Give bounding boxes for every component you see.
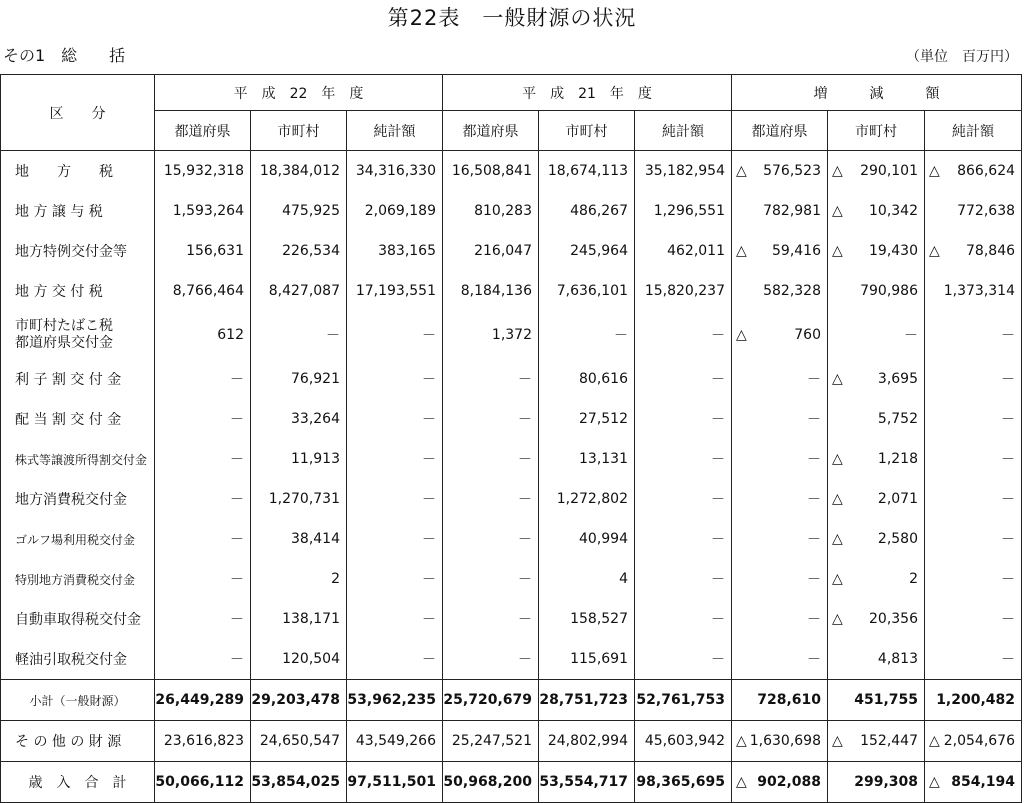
table-cell: － — [443, 399, 539, 439]
row-label: ゴルフ場利用税交付金 — [15, 532, 136, 547]
table-cell: － — [635, 479, 732, 519]
decrease-triangle-icon: △ — [832, 491, 843, 507]
table-cell: 1,296,551 — [635, 191, 732, 231]
decrease-triangle-icon: △ — [736, 327, 747, 343]
table-cell: 35,182,954 — [635, 151, 732, 192]
table-cell: － — [925, 399, 1022, 439]
table-row — [1, 151, 1022, 192]
table-cell: 8,766,464 — [155, 271, 251, 311]
row-label: 軽油引取税交付金 — [15, 652, 127, 668]
table-cell: 23,616,823 — [155, 721, 251, 762]
decrease-triangle-icon: △ — [832, 571, 843, 587]
decrease-triangle-icon: △ — [929, 733, 940, 749]
table-cell: － — [155, 639, 251, 680]
table-cell: 299,308 — [828, 762, 925, 803]
table-cell — [828, 519, 925, 559]
table-cell: － — [925, 559, 1022, 599]
table-cell: － — [635, 559, 732, 599]
table-cell: － — [635, 359, 732, 399]
category-header: 区 分 — [1, 75, 155, 151]
row-label: 地 方 交 付 税 — [15, 284, 103, 300]
table-cell — [828, 479, 925, 519]
decrease-triangle-icon: △ — [832, 163, 843, 179]
table-cell — [732, 231, 828, 271]
table-row — [1, 359, 1022, 399]
table-cell — [828, 359, 925, 399]
cell-value: 2 — [909, 571, 918, 587]
decrease-triangle-icon: △ — [929, 774, 940, 790]
table-cell: 17,193,551 — [347, 271, 443, 311]
decrease-triangle-icon: △ — [832, 531, 843, 547]
col-header: 都道府県 — [732, 111, 828, 151]
table-cell: 15,820,237 — [635, 271, 732, 311]
table-cell: 2,069,189 — [347, 191, 443, 231]
cell-value: 2,071 — [877, 491, 918, 507]
table-row — [1, 191, 1022, 231]
table-cell: － — [732, 479, 828, 519]
table-cell: － — [347, 519, 443, 559]
row-label: 地方特例交付金等 — [15, 244, 127, 260]
table-row — [1, 231, 1022, 271]
table-cell — [828, 151, 925, 192]
cell-value: 760 — [794, 327, 821, 343]
table-row — [1, 439, 1022, 479]
table-cell — [828, 231, 925, 271]
table-subtitle: その1 総 括 — [3, 46, 126, 65]
table-cell: 1,272,802 — [539, 479, 635, 519]
col-header: 市町村 — [251, 111, 347, 151]
table-cell: － — [925, 479, 1022, 519]
row-label: そ の 他 の 財 源 — [1, 721, 155, 762]
table-cell: 11,913 — [251, 439, 347, 479]
table-cell: 138,171 — [251, 599, 347, 639]
table-cell: － — [155, 559, 251, 599]
col-header: 市町村 — [539, 111, 635, 151]
row-label: 特別地方消費税交付金 — [15, 572, 136, 587]
table-cell: － — [925, 359, 1022, 399]
table-cell: － — [635, 639, 732, 680]
table-cell: － — [347, 439, 443, 479]
table-row — [1, 519, 1022, 559]
table-cell: 53,962,235 — [347, 680, 443, 721]
table-cell — [828, 439, 925, 479]
cell-value: 576,523 — [763, 163, 821, 179]
col-header: 純計額 — [347, 111, 443, 151]
decrease-triangle-icon: △ — [929, 163, 940, 179]
table-cell: － — [347, 399, 443, 439]
table-cell: 33,264 — [251, 399, 347, 439]
table-cell: 24,650,547 — [251, 721, 347, 762]
table-cell: 2 — [251, 559, 347, 599]
table-cell: － — [443, 479, 539, 519]
table-cell: － — [635, 599, 732, 639]
decrease-triangle-icon: △ — [736, 733, 747, 749]
table-cell: － — [443, 439, 539, 479]
row-label: 歳 入 合 計 — [1, 762, 155, 803]
cell-value: 3,695 — [877, 371, 918, 387]
table-cell — [828, 599, 925, 639]
row-label: 地 方 税 — [15, 164, 113, 180]
table-cell — [732, 151, 828, 192]
table-cell: － — [635, 311, 732, 359]
table-row — [1, 311, 1022, 359]
table-cell: 158,527 — [539, 599, 635, 639]
table-cell: 52,761,753 — [635, 680, 732, 721]
page-title: 第22表 一般財源の状況 — [387, 6, 637, 30]
row-label: 自動車取得税交付金 — [15, 612, 141, 628]
table-cell: 4 — [539, 559, 635, 599]
table-cell: － — [539, 311, 635, 359]
table-cell: 27,512 — [539, 399, 635, 439]
table-cell: － — [347, 311, 443, 359]
table-cell — [925, 721, 1022, 762]
table-cell: 728,610 — [732, 680, 828, 721]
table-row — [1, 599, 1022, 639]
col-header: 都道府県 — [443, 111, 539, 151]
table-cell: － — [732, 359, 828, 399]
group-header-change: 増 減 額 — [732, 75, 1022, 111]
table-cell: 451,755 — [828, 680, 925, 721]
table-cell: － — [732, 399, 828, 439]
table-cell: 28,751,723 — [539, 680, 635, 721]
cell-value: 854,194 — [951, 774, 1016, 790]
table-cell: 45,603,942 — [635, 721, 732, 762]
table-cell: 8,427,087 — [251, 271, 347, 311]
table-cell: 1,270,731 — [251, 479, 347, 519]
cell-value: 59,416 — [772, 243, 821, 259]
table-cell: 38,414 — [251, 519, 347, 559]
table-cell: － — [443, 559, 539, 599]
cell-value: 152,447 — [860, 733, 918, 749]
table-cell: 80,616 — [539, 359, 635, 399]
table-cell: － — [732, 639, 828, 680]
table-cell — [925, 762, 1022, 803]
row-label: 地方消費税交付金 — [15, 492, 127, 508]
decrease-triangle-icon: △ — [832, 451, 843, 467]
decrease-triangle-icon: △ — [832, 203, 843, 219]
table-cell: － — [732, 559, 828, 599]
decrease-triangle-icon: △ — [736, 243, 747, 259]
table-cell: 226,534 — [251, 231, 347, 271]
table-cell: － — [347, 479, 443, 519]
table-cell: － — [635, 519, 732, 559]
table-cell: 462,011 — [635, 231, 732, 271]
table-cell: － — [155, 599, 251, 639]
col-header: 都道府県 — [155, 111, 251, 151]
table-cell: － — [443, 519, 539, 559]
row-label: 利 子 割 交 付 金 — [15, 372, 122, 388]
table-cell: 1,593,264 — [155, 191, 251, 231]
cell-value: 19,430 — [869, 243, 918, 259]
table-cell: 29,203,478 — [251, 680, 347, 721]
cell-value: 78,846 — [966, 243, 1016, 259]
table-cell: 7,636,101 — [539, 271, 635, 311]
table-row — [1, 680, 1022, 721]
unit-label: （単位 百万円） — [906, 49, 1018, 65]
cell-value: 2,580 — [877, 531, 918, 547]
table-cell: 156,631 — [155, 231, 251, 271]
col-header: 市町村 — [828, 111, 925, 151]
table-cell: － — [732, 519, 828, 559]
row-label: 地 方 譲 与 税 — [15, 204, 103, 220]
row-label: 小計（一般財源） — [1, 680, 155, 721]
table-cell: 582,328 — [732, 271, 828, 311]
table-cell: 53,554,717 — [539, 762, 635, 803]
table-cell: － — [155, 399, 251, 439]
cell-value: 2,054,676 — [943, 733, 1016, 749]
table-cell: 486,267 — [539, 191, 635, 231]
table-cell — [925, 231, 1022, 271]
table-cell: 50,066,112 — [155, 762, 251, 803]
table-cell: 1,373,314 — [925, 271, 1022, 311]
table-cell: － — [732, 599, 828, 639]
table-cell: 810,283 — [443, 191, 539, 231]
group-header-fy22: 平 成 22 年 度 — [155, 75, 443, 111]
table-cell: 790,986 — [828, 271, 925, 311]
table-cell — [828, 559, 925, 599]
table-cell: － — [155, 359, 251, 399]
col-header: 純計額 — [635, 111, 732, 151]
table-cell: 4,813 — [828, 639, 925, 680]
general-revenue-table — [0, 74, 1022, 803]
table-cell: 1,372 — [443, 311, 539, 359]
table-cell: 24,802,994 — [539, 721, 635, 762]
table-cell: 8,184,136 — [443, 271, 539, 311]
table-row — [1, 271, 1022, 311]
table-cell: － — [925, 311, 1022, 359]
table-cell: 782,981 — [732, 191, 828, 231]
table-cell: － — [155, 519, 251, 559]
table-cell: － — [347, 559, 443, 599]
table-cell: 1,200,482 — [925, 680, 1022, 721]
table-cell: 25,247,521 — [443, 721, 539, 762]
cell-value: 20,356 — [869, 611, 918, 627]
decrease-triangle-icon: △ — [929, 243, 940, 259]
table-cell: 18,384,012 — [251, 151, 347, 192]
table-row — [1, 479, 1022, 519]
table-cell: 13,131 — [539, 439, 635, 479]
table-cell: 612 — [155, 311, 251, 359]
table-cell — [732, 311, 828, 359]
table-cell: － — [635, 399, 732, 439]
decrease-triangle-icon: △ — [832, 243, 843, 259]
table-cell: 15,932,318 — [155, 151, 251, 192]
table-cell — [925, 151, 1022, 192]
table-cell: － — [443, 359, 539, 399]
table-cell: － — [925, 639, 1022, 680]
table-cell: 383,165 — [347, 231, 443, 271]
table-cell: 18,674,113 — [539, 151, 635, 192]
table-cell: 16,508,841 — [443, 151, 539, 192]
table-cell — [828, 191, 925, 231]
table-cell — [732, 721, 828, 762]
table-row — [1, 399, 1022, 439]
table-cell — [828, 721, 925, 762]
cell-value: 1,218 — [877, 451, 918, 467]
table-cell: 53,854,025 — [251, 762, 347, 803]
table-cell: － — [443, 599, 539, 639]
table-cell: － — [155, 439, 251, 479]
table-cell: － — [347, 639, 443, 680]
table-cell: － — [925, 599, 1022, 639]
table-cell: 98,365,695 — [635, 762, 732, 803]
table-cell: 76,921 — [251, 359, 347, 399]
row-label: 市町村たばこ税 都道府県交付金 — [15, 318, 113, 351]
table-cell — [732, 762, 828, 803]
table-cell: － — [732, 439, 828, 479]
table-cell: 34,316,330 — [347, 151, 443, 192]
cell-value: 902,088 — [757, 774, 821, 790]
table-row — [1, 762, 1022, 803]
cell-value: 1,630,698 — [749, 733, 821, 749]
table-cell: － — [251, 311, 347, 359]
row-label: 配 当 割 交 付 金 — [15, 412, 122, 428]
table-cell: － — [925, 519, 1022, 559]
col-header: 純計額 — [925, 111, 1022, 151]
table-cell: － — [828, 311, 925, 359]
table-row — [1, 721, 1022, 762]
decrease-triangle-icon: △ — [832, 611, 843, 627]
table-cell: 475,925 — [251, 191, 347, 231]
cell-value: 290,101 — [860, 163, 918, 179]
table-cell: 120,504 — [251, 639, 347, 680]
table-cell: － — [155, 479, 251, 519]
group-header-fy21: 平 成 21 年 度 — [443, 75, 732, 111]
table-cell: 25,720,679 — [443, 680, 539, 721]
table-cell: － — [347, 359, 443, 399]
table-cell: 5,752 — [828, 399, 925, 439]
table-cell: 772,638 — [925, 191, 1022, 231]
table-cell: 43,549,266 — [347, 721, 443, 762]
cell-value: 10,342 — [869, 203, 918, 219]
table-cell: 40,994 — [539, 519, 635, 559]
row-label: 株式等譲渡所得割交付金 — [15, 452, 148, 467]
table-cell: － — [347, 599, 443, 639]
table-row — [1, 559, 1022, 599]
decrease-triangle-icon: △ — [736, 774, 747, 790]
decrease-triangle-icon: △ — [832, 371, 843, 387]
table-cell: 115,691 — [539, 639, 635, 680]
cell-value: 866,624 — [957, 163, 1016, 179]
decrease-triangle-icon: △ — [832, 733, 843, 749]
table-row — [1, 639, 1022, 680]
table-cell: 26,449,289 — [155, 680, 251, 721]
table-cell: 97,511,501 — [347, 762, 443, 803]
table-cell: 245,964 — [539, 231, 635, 271]
table-cell: 216,047 — [443, 231, 539, 271]
decrease-triangle-icon: △ — [736, 163, 747, 179]
table-cell: － — [635, 439, 732, 479]
table-cell: 50,968,200 — [443, 762, 539, 803]
table-cell: － — [443, 639, 539, 680]
table-cell: － — [925, 439, 1022, 479]
